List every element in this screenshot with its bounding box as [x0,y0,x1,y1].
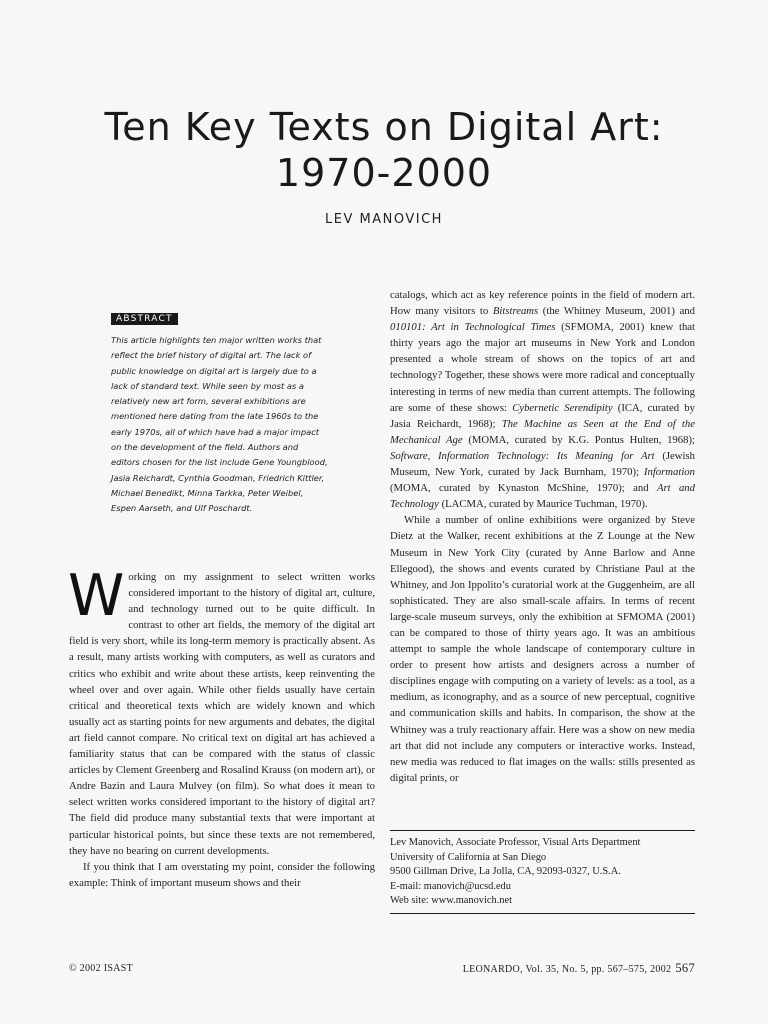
affiliation-website: Web site: www.manovich.net [390,895,512,907]
abstract-label: ABSTRACT [111,313,178,325]
page-number: 567 [675,961,695,975]
affiliation-line: University of California at San Diego [390,851,547,863]
drop-cap: W [68,563,125,629]
journal-citation [463,961,695,976]
affiliation-line: Lev Manovich, Associate Professor, Visual Arts Department [390,837,641,848]
author-affiliation [390,830,695,914]
text-run: (MOMA, curated by K.G. Pontus Hulten, 1968); [462,433,695,446]
right-paragraph-2: While a number of online exhibitions were organized by Steve Dietz at the Walker, recent exhibitions at the Z Lounge at the New Museum in New York City (curated by Anne Barlow and Anne Ellegood), the shows and events curated by Christiane Paul at the Whitney, and Jon Ippolito’s curatorial work at the Guggenheim, are all sophisticated. They are also small-scale affairs. In terms of recent large-scale museum surveys, only the exhibition at SFMOMA (2001) can be compared to those of thirty years ago. It was an ambitious attempt to sample the whole landscape of contemporary culture in order to present how artists and designers across a number of disciplines engage with computing on a variety of levels: as a tool, as a medium, as iconography, and as a source of new perceptual, cognitive and communication skills and habits. In comparison, the show at the Whitney was a truly reactionary affair. Here was a show on new media art that did not include any computers or interactive works. Instead, new media was reduced to flat images on the walls: stills presented as digital prints, or [390,514,695,784]
affiliation-email: E-mail: manovich@ucsd.edu [390,880,511,892]
right-paragraph-1 [390,287,695,512]
text-run: catalogs, which act as key reference points in the field of modern art. How many visitors to [390,289,695,318]
abstract-text: This article highlights ten major written works that reflect the brief history of digital art. The lack of public knowledge on digital art is largely due to a lack of standard text. While seen by most as a relatively new art form, several exhibitions are mentioned here dating from the late 1960s to the early 1970s, all of which have had a major impact on the development of the field. Authors and editors chosen for the list include Gene Youngblood, Jasia Reichardt, Cynthia Goodman, Friedrich Kittler, Michael Benedikt, Minna Tarkka, Peter Weibel, Espen Aarseth, and Ulf Poschardt. [111,335,328,514]
text-run: (MOMA, curated by Kynaston McShine, 1970); and [390,482,657,495]
affiliation-line: 9500 Gillman Drive, La Jolla, CA, 92093-0327, U.S.A. [390,866,621,878]
text-run: (the Whitney Museum, 2001) and [538,305,695,318]
title-line-1: Ten Key Texts on Digital Art: [104,105,664,149]
body-paragraph-2: If you think that I am overstating my point, consider the following example: Think of important museum shows and their [69,860,375,889]
copyright-notice: © 2002 ISAST [69,963,133,974]
title-line-2: 1970-2000 [275,151,493,195]
right-column [390,287,695,786]
italic-title: Cybernetic Serendipity [512,401,613,414]
italic-title: Software, Information Technology: Its Meaning for Art [390,449,655,462]
paragraph-1-text: orking on my assignment to select written works considered important to the history of digital art, culture, and technology turned out to be quite difficult. In contrast to other art fields, the memory of the digital art field is very short, while its long-term memory is practically absent. As a result, many artists working with computers, as well as curators and critics who exhibit and write about these artists, keep reinventing the wheel over and over again. While other fields usually have certain critical and theoretical texts which are widely known and which usually act as starting points for new arguments and debates, the digital art field cannot compare. No critical text on digital art has achieved a familiarity status that can be compared with the status of classic articles by Clement Greenberg and Rosalind Krauss (on modern art), or Andre Bazin and Laura Mulvey (on film). So what does it mean to select written works considered important to the history of digital art? The field did produce many substantial texts that were important at particular historical points, but since these texts are not remembered, they have no bearing on current developments. [69,571,375,857]
left-column [68,563,375,891]
author-name: LEV MANOVICH [325,212,443,227]
citation-text: LEONARDO, Vol. 35, No. 5, pp. 567–575, 2002 [462,964,672,975]
italic-title: Bitstreams [492,305,539,318]
italic-title: Art and Technology [390,482,695,511]
text-run: (SFMOMA, 2001) knew that thirty years ago the major art museums in New York and London presented a whole stream of shows on the topics of art and technology? Together, these shows were more radical and conceptually interesting in terms of new media than current attempts. The following are some of these shows: [390,321,695,414]
italic-title: The Machine as Seen at the End of the Mechanical Age [390,417,695,446]
body-paragraph-1 [68,563,375,859]
text-run: (ICA, curated by Jasia Reichardt, 1968); [390,401,695,430]
text-run: (LACMA, curated by Maurice Tuchman, 1970). [438,498,648,511]
text-run: (Jewish Museum, New York, curated by Jack Burnham, 1970); [390,449,695,479]
article-title [0,104,768,196]
italic-title: 010101: Art in Technological Times [390,321,556,334]
italic-title: Information [643,466,695,479]
